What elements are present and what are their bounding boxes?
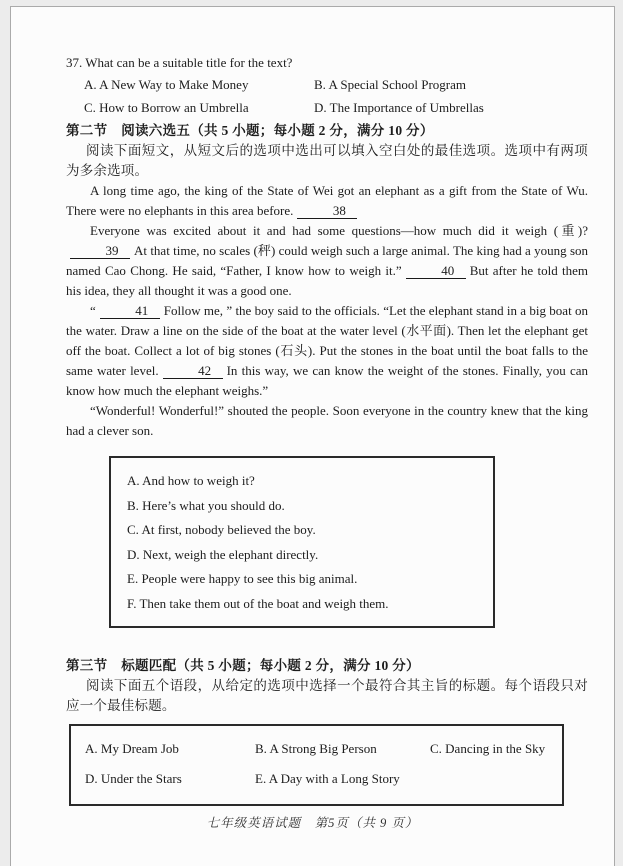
paragraph-1-text: A long time ago, the king of the State of Wei got an elephant as a gift from the State of Wu. There were no elephants in this area before. [66,183,588,218]
title-option-b: B. A Strong Big Person [255,740,377,756]
sentence-option-a: A. And how to weigh it? [127,473,255,488]
blank-40: 40 [406,264,466,279]
paragraph-2-text-2: At that time, no scales (秤) could weigh such a large animal. The king had a young son named Cao Chong. He said, “Father, I know how to weigh it.” [66,243,588,278]
paragraph-3-text-3: In this way, we can know the weight of the stones. Finally, you can know how much the elephant weighs.” [66,363,588,398]
titles-grid [85,739,556,789]
sentence-option-b: B. Here’s what you should do. [127,497,285,513]
paragraph-3-text-1: “ [90,303,96,318]
passage-paragraph-3 [66,301,588,401]
blank-42: 42 [163,364,223,379]
exam-page [10,6,615,866]
passage-paragraph-2 [66,221,588,301]
section-2-heading: 第二节 阅读六选五（共 5 小题；每小题 2 分，满分 10 分） [66,123,434,138]
title-option-e: E. A Day with a Long Story [255,770,400,786]
page-content [66,51,588,806]
section-3-heading: 第三节 标题匹配（共 5 小题；每小题 2 分，满分 10 分） [66,657,420,673]
sentence-option-d: D. Next, weigh the elephant directly. [127,546,319,562]
question-37-options [84,74,588,119]
question-37-option-a: A. A New Way to Make Money [84,77,249,92]
sentence-option-f: F. Then take them out of the boat and weigh them. [127,595,389,611]
passage-paragraph-4: “Wonderful! Wonderful!” shouted the people. Soon everyone in the country knew that the king had a clever son. [66,403,588,438]
paragraph-2-text-1: Everyone was excited about it and had some questions—how much did it weigh (重)? [90,223,588,238]
question-37-option-d: D. The Importance of Umbrellas [314,99,484,115]
blank-39: 39 [70,244,130,259]
titles-options-box [69,724,564,806]
title-option-c: C. Dancing in the Sky [430,740,546,756]
passage-paragraph-1 [66,181,588,221]
title-option-d: D. Under the Stars [85,770,182,786]
paragraph-3-text-2: Follow me, ” the boy said to the officials. “Let the elephant stand in a big boat on the water. Draw a line on the side of the boat at the water level (水平面). Then let the elephant get off the boat. Collect a lot of big stones (石头). Put the stones in the boat until the boat falls to the same water level. [66,303,588,378]
paragraph-2-text-3: But after he told them his idea, they all thought it was a good one. [66,263,588,298]
sentence-option-c: C. At first, nobody believed the boy. [127,522,316,538]
question-37-option-b: B. A Special School Program [314,77,467,92]
sentence-options-box [109,456,495,628]
blank-38: 38 [297,204,357,219]
blank-41: 41 [100,304,160,319]
question-37-option-c: C. How to Borrow an Umbrella [84,99,249,115]
title-option-a: A. My Dream Job [85,740,179,756]
question-37-stem: 37. What can be a suitable title for the text? [66,55,293,70]
page-footer: 七年级英语试题 第5页（共 9 页） [206,816,419,830]
sentence-option-e: E. People were happy to see this big animal. [127,571,358,587]
section-3-instructions: 阅读下面五个语段，从给定的选项中选择一个最符合其主旨的标题。每个语段只对应一个最佳标题。 [66,677,588,713]
section-2-instructions: 阅读下面短文，从短文后的选项中选出可以填入空白处的最佳选项。选项中有两项为多余选项。 [66,143,588,178]
